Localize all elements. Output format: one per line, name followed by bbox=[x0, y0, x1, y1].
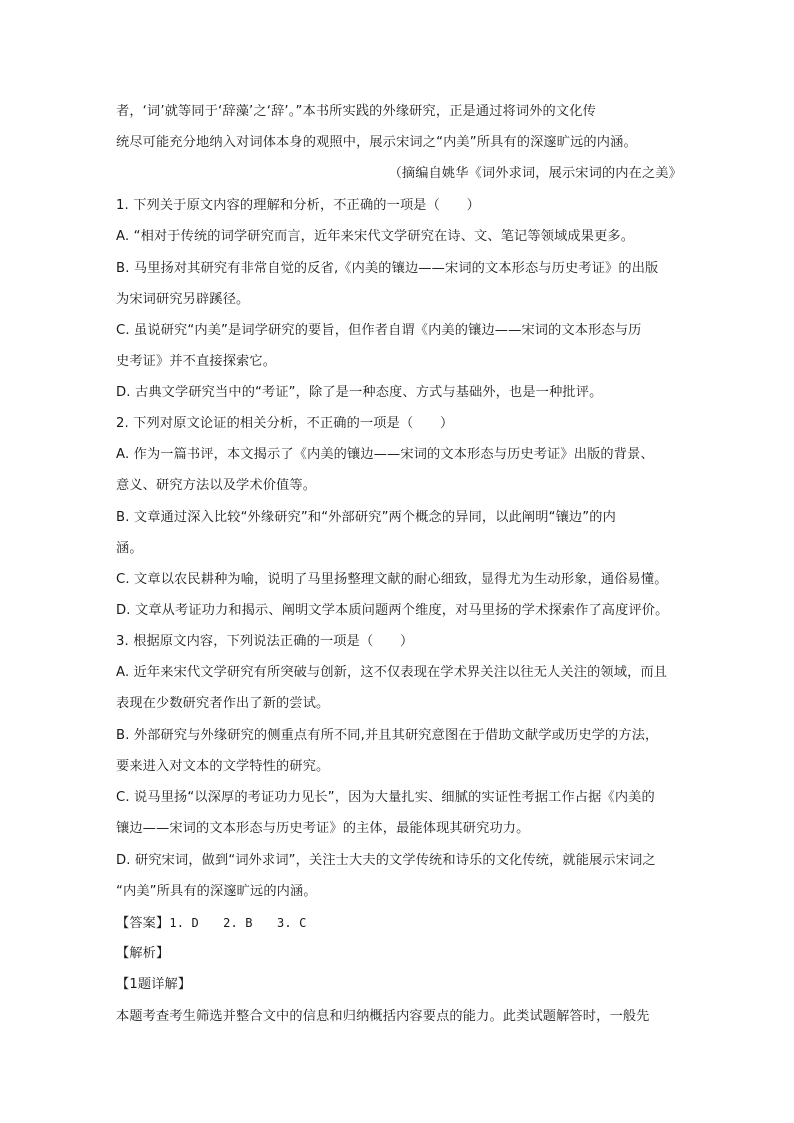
question-1-option-d: D. 古典文学研究当中的“考证”，除了是一种态度、方式与基础外，也是一种批评。 bbox=[116, 385, 603, 400]
question-2-option-d: D. 文章从考证功力和揭示、阐明文学本质问题两个维度，对马里扬的学术探索作了高度评价。 bbox=[116, 603, 669, 618]
question-3-option-d: D. 研究宋词，做到“词外求词”，关注士大夫的文学传统和诗乐的文化传统，就能展示宋词之 bbox=[116, 853, 656, 868]
passage-tail-line-2: 统尽可能充分地纳入对词体本身的观照中，展示宋词之“内美”所具有的深邃旷远的内涵。 bbox=[116, 135, 637, 150]
question-2-option-a-cont: 意义、研究方法以及学术价值等。 bbox=[116, 478, 317, 493]
answer-line bbox=[116, 914, 684, 933]
question-2-option-b-cont: 涵。 bbox=[116, 541, 143, 556]
analysis-body: 本题考查考生筛选并整合文中的信息和归纳概括内容要点的能力。此类试题解答时，一般先 bbox=[116, 1009, 650, 1024]
question-3-option-b-cont: 要来进入对文本的文学特性的研究。 bbox=[116, 759, 330, 774]
question-1-option-b: B. 马里扬对其研究有非常自觉的反省,《内美的镶边——宋词的文本形态与历史考证》的出版 bbox=[116, 261, 659, 276]
analysis-heading: 【解析】 bbox=[116, 946, 170, 961]
answer-text: 1. D 2. B 3. C bbox=[169, 916, 307, 930]
question-1-option-c: C. 虽说研究“内美”是词学研究的要旨，但作者自谓《内美的镶边——宋词的文本形态与历 bbox=[116, 323, 642, 338]
question-1-option-c-cont: 史考证》并不直接探索它。 bbox=[116, 354, 277, 369]
question-3-option-c: C. 说马里扬“以深厚的考证功力见长”，因为大量扎实、细腻的实证性考据工作占据《内美的 bbox=[116, 790, 655, 805]
passage-tail-line-1: 者，‘词’就等同于‘辞藻’之‘辞’。”本书所实践的外缘研究，正是通过将词外的文化传 bbox=[116, 104, 596, 119]
question-3-option-c-cont: 镶边——宋词的文本形态与历史考证》的主体，最能体现其研究功力。 bbox=[116, 821, 530, 836]
question-2-option-a: A. 作为一篇书评，本文揭示了《内美的镶边——宋词的文本形态与历史考证》出版的背景、 bbox=[116, 447, 654, 462]
question-1-option-b-cont: 为宋词研究另辟蹊径。 bbox=[116, 292, 250, 307]
question-2-option-c: C. 文章以农民耕种为喻，说明了马里扬整理文献的耐心细致，显得尤为生动形象，通俗易懂。 bbox=[116, 572, 668, 587]
question-2-stem: 2. 下列对原文论证的相关分析，不正确的一项是（ ） bbox=[116, 416, 454, 431]
question-3-stem: 3. 根据原文内容，下列说法正确的一项是（ ） bbox=[116, 634, 414, 649]
question-1-stem: 1. 下列关于原文内容的理解和分析，不正确的一项是（ ） bbox=[116, 198, 480, 213]
passage-source: （摘编自姚华《词外求词，展示宋词的内在之美》 bbox=[388, 166, 682, 181]
question-3-option-b: B. 外部研究与外缘研究的侧重点有所不同,并且其研究意图在于借助文献学或历史学的方法， bbox=[116, 728, 659, 743]
question-3-option-d-cont: “内美”所具有的深邃旷远的内涵。 bbox=[116, 884, 317, 899]
analysis-sub-heading: 【1题详解】 bbox=[116, 977, 192, 992]
question-1-option-a: A. “相对于传统的词学研究而言，近年来宋代文学研究在诗、文、笔记等领域成果更多。 bbox=[116, 229, 635, 244]
question-3-option-a-cont: 表现在少数研究者作出了新的尝试。 bbox=[116, 696, 330, 711]
question-2-option-b: B. 文章通过深入比较“外缘研究”和“外部研究”两个概念的异同，以此阐明“镶边”的内 bbox=[116, 510, 616, 525]
answer-label: 【答案】 bbox=[116, 916, 170, 931]
question-3-option-a: A. 近年来宋代文学研究有所突破与创新，这不仅表现在学术界关注以往无人关注的领域，而且 bbox=[116, 665, 668, 680]
